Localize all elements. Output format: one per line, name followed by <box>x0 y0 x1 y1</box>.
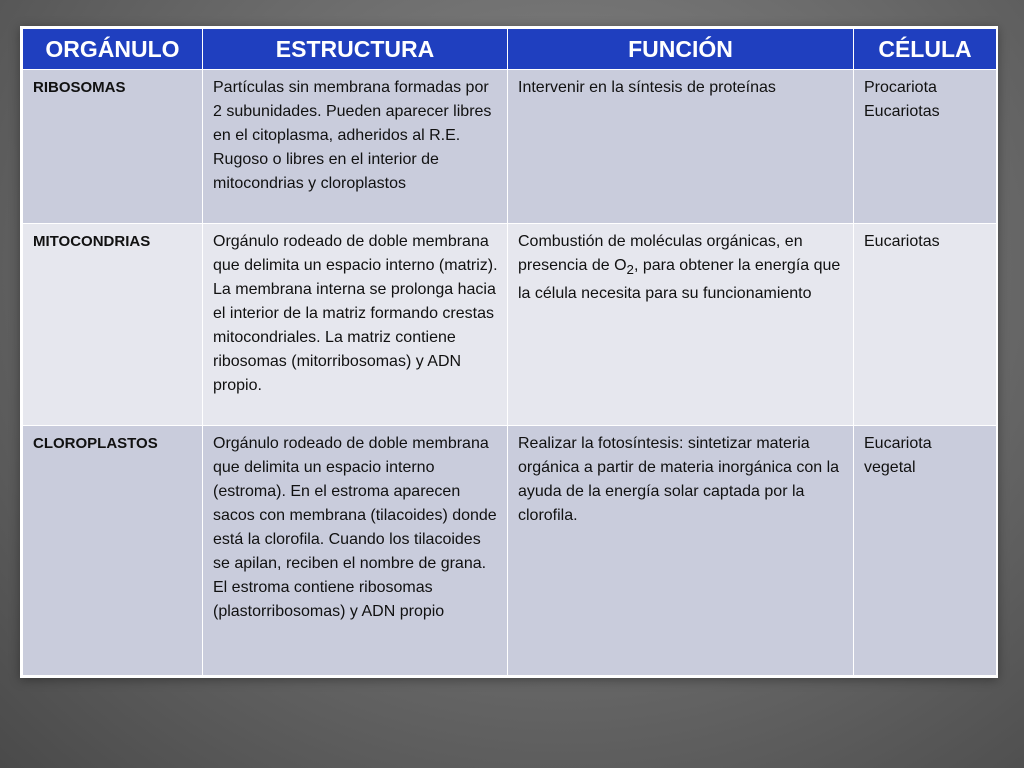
cell-type-line: Eucariota <box>864 435 932 452</box>
structure-text: Partículas sin membrana formadas por 2 subunidades. Pueden aparecer libres en el citoplasma, adheridos al R.E. Rugoso o libres en el interior de mitocondrias y cloroplastos <box>213 79 492 192</box>
cell-type-line: Eucariotas <box>864 233 940 250</box>
table-row-ribosomas <box>23 70 997 224</box>
function-text: Combustión de moléculas orgánicas, en presencia de O <box>518 233 803 274</box>
cell-type-line: Procariota <box>864 79 937 96</box>
cell-structure <box>203 70 508 224</box>
cell-function <box>508 70 854 224</box>
cell-function <box>508 224 854 426</box>
cell-organelle-name: RIBOSOMAS <box>23 70 203 224</box>
header-celula: CÉLULA <box>854 29 997 70</box>
structure-text: Orgánulo rodeado de doble membrana que delimita un espacio interno (estroma). En el estroma aparecen sacos con membrana (tilacoides) donde está la clorofila. Cuando los tilacoides se apilan, reciben el nombre de grana. <box>213 435 497 572</box>
function-text-continued: , para obtener la energía que la célula necesita para su funcionamiento <box>518 257 841 303</box>
structure-text: Orgánulo rodeado de doble membrana que delimita un espacio interno (matriz). La membrana interna se prolonga hacia el interior de la matriz formando crestas mitocondriales. La matriz contiene ribosomas (mitorribosomas) y ADN propio. <box>213 233 498 394</box>
cell-cell-type <box>854 224 997 426</box>
cell-structure <box>203 426 508 676</box>
cell-organelle-name: MITOCONDRIAS <box>23 224 203 426</box>
function-subscript: 2 <box>626 262 634 278</box>
header-estructura: ESTRUCTURA <box>203 29 508 70</box>
structure-text: El estroma contiene ribosomas (plastorribosomas) y ADN propio <box>213 579 445 620</box>
organelle-table-grid <box>22 28 997 676</box>
cell-function <box>508 426 854 676</box>
header-organulo: ORGÁNULO <box>23 29 203 70</box>
header-funcion: FUNCIÓN <box>508 29 854 70</box>
cell-organelle-name: CLOROPLASTOS <box>23 426 203 676</box>
function-text: Intervenir en la síntesis de proteínas <box>518 79 776 96</box>
cell-type-line: Eucariotas <box>864 103 940 120</box>
cell-cell-type <box>854 70 997 224</box>
organelle-table <box>20 26 998 678</box>
table-row-mitocondrias <box>23 224 997 426</box>
header-row <box>23 29 997 70</box>
table-row-cloroplastos <box>23 426 997 676</box>
cell-structure <box>203 224 508 426</box>
cell-type-line: vegetal <box>864 459 916 476</box>
cell-cell-type <box>854 426 997 676</box>
function-text: Realizar la fotosíntesis: sintetizar materia orgánica a partir de materia inorgánica con la ayuda de la energía solar captada por la clorofila. <box>518 435 840 524</box>
